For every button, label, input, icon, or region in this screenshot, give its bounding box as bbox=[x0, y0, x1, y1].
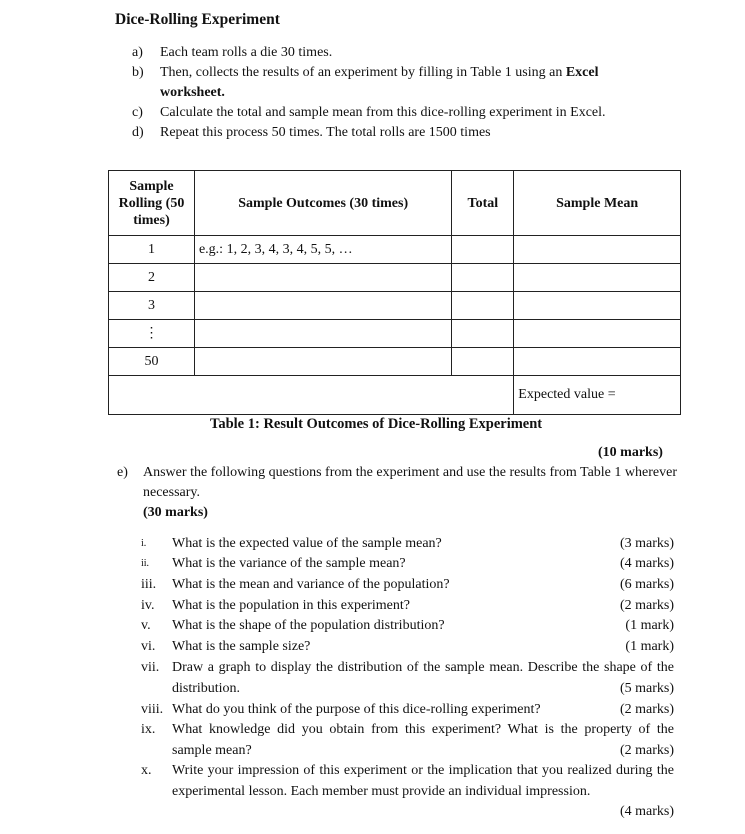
part-e-text: Answer the following questions from the experiment and use the results from Table 1 wherever necessary. bbox=[143, 465, 677, 500]
header-sample-rolling-text: Sample Rolling (50 times) bbox=[118, 178, 185, 228]
header-sample-mean: Sample Mean bbox=[514, 171, 681, 236]
expected-value-cell: Expected value = bbox=[514, 376, 681, 415]
row-total bbox=[452, 236, 514, 264]
question-marks: (2 marks) bbox=[620, 741, 674, 762]
row-mean bbox=[514, 236, 681, 264]
question-text: What is the mean and variance of the population? bbox=[172, 577, 450, 592]
question-number: ii. bbox=[141, 558, 150, 569]
question-marks: (2 marks) bbox=[619, 702, 674, 717]
question-number: i. bbox=[141, 538, 147, 549]
row-total bbox=[452, 264, 514, 292]
question-text: What is the variance of the sample mean? bbox=[172, 556, 406, 571]
row-mean bbox=[514, 264, 681, 292]
step-text: Repeat this process 50 times. The total rolls are 1500 times bbox=[160, 125, 491, 140]
step-text bbox=[160, 63, 599, 83]
question-x bbox=[141, 761, 674, 823]
header-sample-outcomes: Sample Outcomes (30 times) bbox=[194, 171, 451, 236]
question-text: What is the sample size? bbox=[172, 639, 311, 654]
question-number: viii. bbox=[141, 702, 164, 717]
question-marks: (2 marks) bbox=[619, 598, 674, 613]
row-outcome bbox=[194, 264, 451, 292]
table-row bbox=[109, 348, 681, 376]
question-iii bbox=[141, 575, 674, 596]
table-row bbox=[109, 264, 681, 292]
step-text-bold: Excel bbox=[565, 65, 599, 80]
question-number: iii. bbox=[141, 577, 157, 592]
question-v bbox=[141, 616, 674, 637]
table-row-expected bbox=[109, 376, 681, 415]
row-mean bbox=[514, 320, 681, 348]
question-vii bbox=[141, 658, 674, 700]
step-label: c) bbox=[132, 105, 143, 120]
step-text: Each team rolls a die 30 times. bbox=[160, 45, 333, 60]
table-caption: Table 1: Result Outcomes of Dice-Rolling Experiment bbox=[210, 416, 543, 432]
question-marks: (1 mark) bbox=[625, 618, 674, 633]
row-total bbox=[452, 320, 514, 348]
step-text-cont: worksheet. bbox=[160, 85, 225, 100]
results-table bbox=[108, 170, 681, 415]
question-text: Write your impression of this experiment or the implication that you realized during the experimental lesson. Each member must provide an individual impression. bbox=[172, 763, 674, 799]
table-row bbox=[109, 320, 681, 348]
question-text: What do you think of the purpose of this dice-rolling experiment? bbox=[172, 702, 541, 717]
question-ix bbox=[141, 720, 674, 762]
row-outcome bbox=[194, 348, 451, 376]
row-number: ⋮ bbox=[109, 320, 195, 348]
step-label: b) bbox=[132, 65, 144, 80]
table-row bbox=[109, 236, 681, 264]
question-marks: (3 marks) bbox=[619, 536, 674, 551]
row-number: 1 bbox=[109, 236, 195, 264]
question-marks: (1 mark) bbox=[625, 639, 674, 654]
question-marks: (4 marks) bbox=[620, 802, 674, 823]
row-outcome bbox=[194, 320, 451, 348]
question-number: v. bbox=[141, 618, 151, 633]
table-header-row bbox=[109, 171, 681, 236]
question-iv bbox=[141, 596, 674, 617]
row-outcome: e.g.: 1, 2, 3, 4, 3, 4, 5, 5, … bbox=[194, 236, 451, 264]
question-number: iv. bbox=[141, 598, 155, 613]
question-text: Draw a graph to display the distribution of the sample mean. Describe the shape of the distribution. bbox=[172, 660, 674, 696]
row-empty bbox=[109, 376, 514, 415]
table-row bbox=[109, 292, 681, 320]
question-marks: (4 marks) bbox=[619, 556, 674, 571]
row-number: 3 bbox=[109, 292, 195, 320]
question-number: vi. bbox=[141, 639, 156, 654]
question-text: What is the expected value of the sample mean? bbox=[172, 536, 442, 551]
part-e-label: e) bbox=[117, 465, 128, 480]
question-number: vii. bbox=[141, 660, 160, 675]
part-e-marks: (30 marks) bbox=[143, 505, 208, 520]
row-total bbox=[452, 292, 514, 320]
step-b bbox=[132, 63, 692, 103]
step-text: Calculate the total and sample mean from this dice-rolling experiment in Excel. bbox=[160, 105, 606, 120]
question-text: What knowledge did you obtain from this experiment? What is the property of the sample mean? bbox=[172, 722, 674, 758]
question-viii bbox=[141, 700, 674, 721]
document-title: Dice-Rolling Experiment bbox=[115, 11, 280, 28]
row-outcome bbox=[194, 292, 451, 320]
row-number: 50 bbox=[109, 348, 195, 376]
header-sample-rolling bbox=[109, 171, 195, 236]
question-number: x. bbox=[141, 763, 152, 778]
question-text: What is the population in this experiment? bbox=[172, 598, 410, 613]
question-marks: (6 marks) bbox=[619, 577, 674, 592]
question-text: What is the shape of the population distribution? bbox=[172, 618, 445, 633]
step-text-main: Then, collects the results of an experiment by filling in Table 1 using an bbox=[160, 65, 563, 80]
header-total: Total bbox=[452, 171, 514, 236]
step-label: d) bbox=[132, 125, 144, 140]
question-i bbox=[141, 534, 674, 555]
question-number: ix. bbox=[141, 722, 156, 737]
row-mean bbox=[514, 292, 681, 320]
question-ii bbox=[141, 554, 674, 575]
row-mean bbox=[514, 348, 681, 376]
table-marks: (10 marks) bbox=[598, 445, 663, 460]
row-total bbox=[452, 348, 514, 376]
step-label: a) bbox=[132, 45, 143, 60]
question-marks: (5 marks) bbox=[620, 679, 674, 700]
question-vi bbox=[141, 637, 674, 658]
row-number: 2 bbox=[109, 264, 195, 292]
